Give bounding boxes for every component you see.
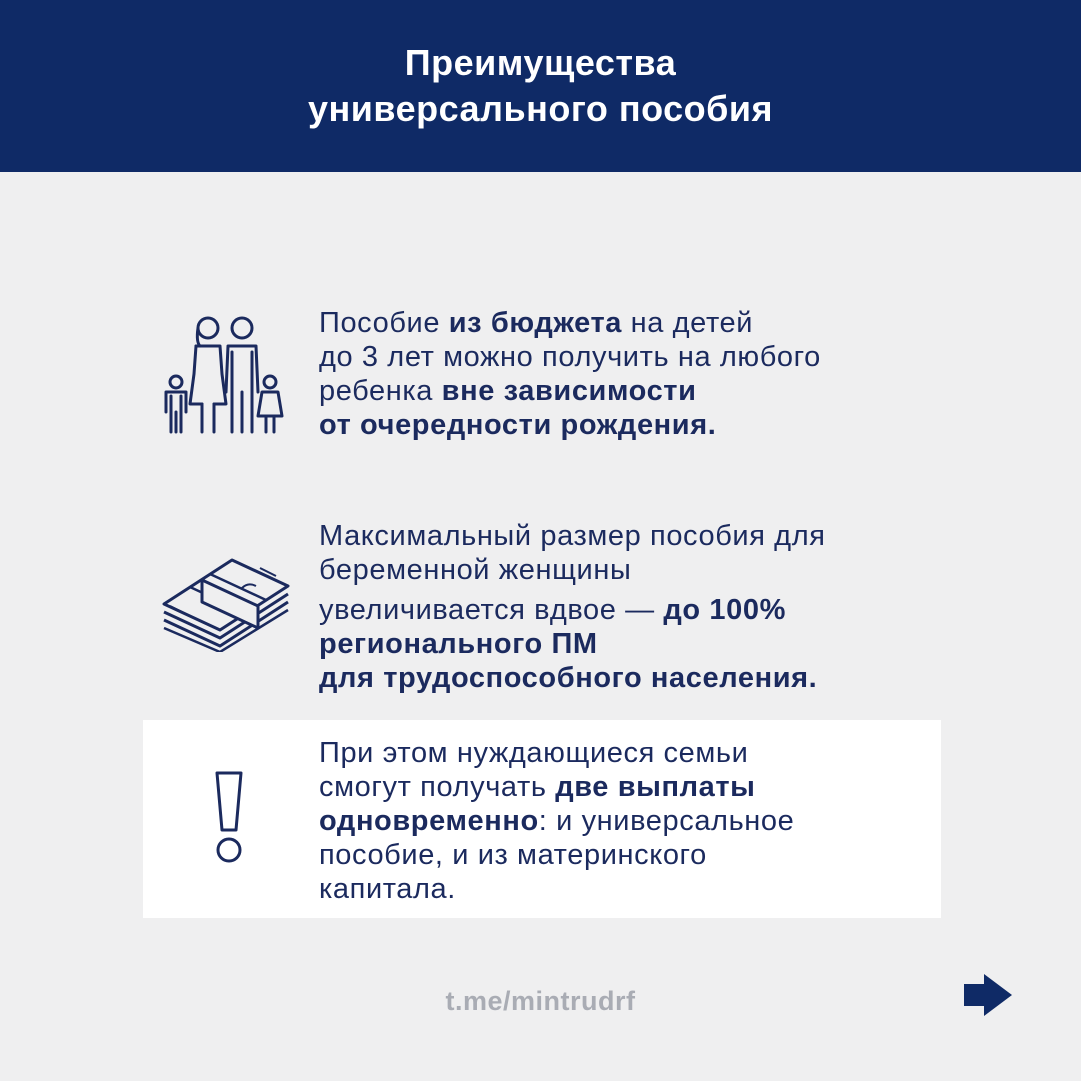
benefit-item-2-text — [319, 519, 979, 695]
text-bold: до 100% — [663, 594, 786, 626]
header-banner — [0, 0, 1081, 172]
arrow-right-icon[interactable] — [962, 972, 1014, 1018]
text-span: смогут получать — [319, 771, 556, 803]
text-bold: из бюджета — [448, 307, 622, 339]
text-bold: от очередности рождения. — [319, 409, 717, 441]
text-span: ребенка — [319, 375, 442, 407]
text-line: беременной женщины — [319, 554, 632, 586]
benefit-item-1-text — [319, 306, 959, 442]
text-line: до 3 лет можно получить на любого — [319, 341, 821, 373]
text-bold: вне зависимости — [441, 375, 697, 407]
page-title-line-2: универсального пособия — [308, 88, 773, 129]
text-span: : и универсальное — [538, 805, 795, 837]
page-title-line-1: Преимущества — [404, 42, 677, 83]
text-span: на детей — [622, 307, 754, 339]
text-line: пособие, и из материнского — [319, 839, 707, 871]
telegram-link[interactable]: t.me/mintrudrf — [445, 986, 636, 1016]
text-bold: для трудоспособного населения. — [319, 662, 818, 694]
money-stack-icon — [160, 542, 292, 652]
text-line: капитала. — [319, 873, 456, 905]
text-bold: две выплаты — [555, 771, 756, 803]
text-bold: регионального ПМ — [319, 628, 598, 660]
text-span: увеличивается вдвое — — [319, 594, 664, 626]
text-bold: одновременно — [319, 805, 539, 837]
family-icon — [160, 312, 288, 438]
text-span: Пособие — [319, 307, 449, 339]
text-line: Максимальный размер пособия для — [319, 520, 826, 552]
exclamation-icon — [212, 770, 246, 866]
benefit-item-3-text — [319, 736, 919, 906]
text-line: При этом нуждающиеся семьи — [319, 737, 749, 769]
